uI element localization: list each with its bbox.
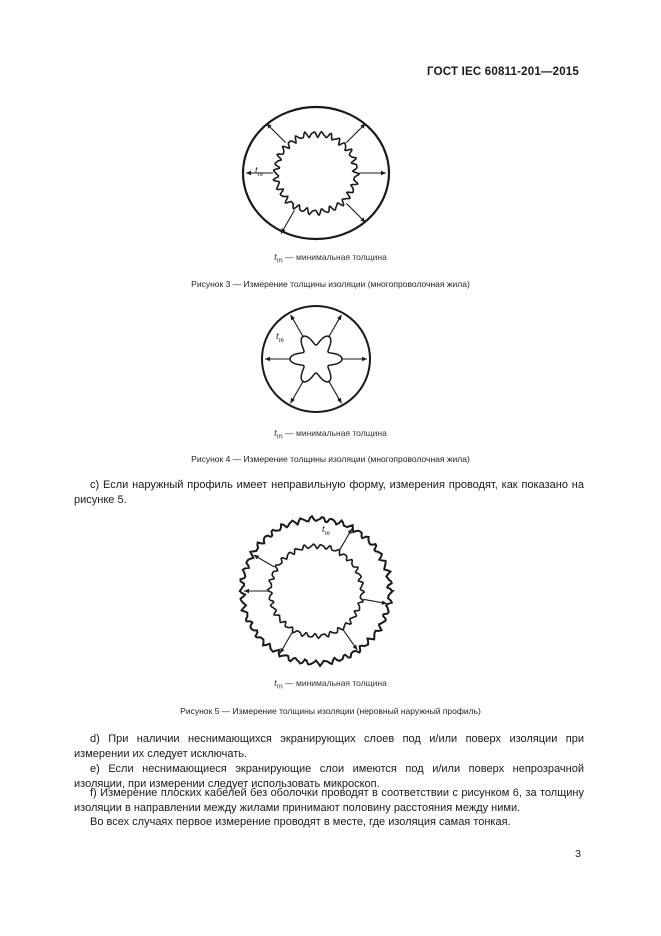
standard-header: ГОСТ IEC 60811-201—2015: [427, 66, 579, 78]
paragraph-c: c) Если наружный профиль имеет неправильную форму, измерения проводят, как показано на рисунке 5.: [74, 479, 584, 506]
legend-symbol: t: [274, 678, 277, 689]
paragraph-f: f) Измерение плоских кабелей без оболочки проводят в соответствии с рисунком 6, за толщину изоляции в направлении между жилами принимают половину расстояния между ними.: [74, 787, 584, 814]
legend-subscript: m: [276, 683, 283, 691]
measurement-arrow-3-head: [362, 357, 367, 361]
measurement-arrow-3-head: [381, 171, 386, 175]
figure-4-caption: Рисунок 4 — Измерение толщины изоляции (многопроволочная жила): [191, 454, 470, 464]
page-number: 3: [575, 848, 581, 860]
paragraph-d: d) При наличии неснимающихся экранирующих слоев под и/или поверх изоляции при измерении их следует исключать.: [74, 733, 584, 760]
legend-subscript: m: [276, 433, 283, 441]
paragraph-e: е) Если неснимающиеся экранирующие слои имеются под и/или поверх непрозрачной изоляции, при измерении следует использовать микроскоп.: [74, 763, 584, 790]
measurement-arrow-6-head: [244, 589, 249, 593]
figure-3-diagram: [236, 103, 396, 243]
figure-5-diagram: [232, 513, 402, 671]
inner-flower-conductor: [290, 336, 342, 382]
paragraph-g: Во всех случаях первое измерение проводят в месте, где изоляция самая тонкая.: [90, 816, 511, 828]
tm-label: $t_m$: [255, 165, 263, 178]
measurement-arrow-4-head: [353, 645, 358, 650]
measurement-arrow-6-head: [265, 357, 270, 361]
legend-symbol: t: [274, 428, 277, 439]
tm-label: $t_m$: [276, 331, 284, 344]
tm-label: $t_m$: [322, 524, 330, 537]
figure-5-caption: Рисунок 5 — Измерение толщины изоляции (неровный наружный профиль): [180, 706, 481, 716]
legend-text: — минимальная толщина: [285, 678, 387, 688]
legend-subscript: m: [276, 257, 283, 265]
measurement-arrow-6-head: [246, 171, 251, 175]
figure-5-legend: [0, 678, 661, 691]
figure-3-caption: Рисунок 3 — Измерение толщины изоляции (многопроволочная жила): [191, 279, 470, 289]
figure-3-legend: [0, 252, 661, 265]
legend-text: — минимальная толщина: [285, 428, 387, 438]
legend-symbol: t: [274, 252, 277, 263]
figure-4-legend: [0, 428, 661, 441]
legend-text: — минимальная толщина: [285, 252, 387, 262]
inner-stranded-conductor: [273, 132, 359, 215]
inner-stranded-conductor: [268, 544, 364, 638]
figure-4-diagram: [258, 303, 378, 418]
